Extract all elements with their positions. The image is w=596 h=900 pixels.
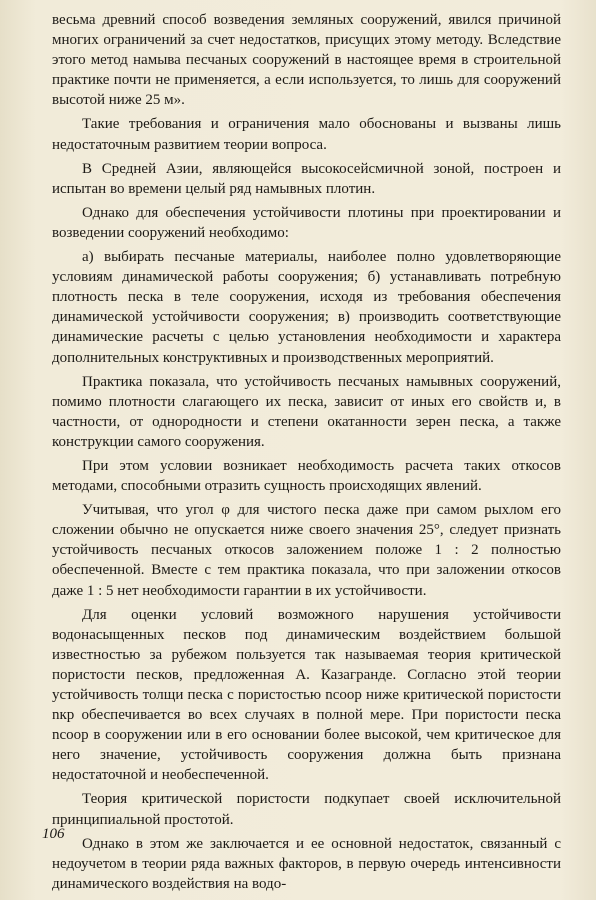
paragraph-11: Однако в этом же заключается и ее основной недостаток, связанный с недоучетом в теории ряда важных факторов, в первую очередь интенсивности динамического воздействия на водо- [52,835,561,892]
paragraph-1: весьма древний способ возведения земляных сооружений, явился причиной многих ограничений за счет недостатков, присущих этому методу. Вследствие этого метод намыва песчаных сооружений в настоящее время в строительной практике почти не применяется, а если используется, то лишь для сооружений высотой ниже 25 м». [52,12,561,109]
page-text [52,10,561,898]
paragraph-4: Однако для обеспечения устойчивости плотины при проектировании и возведении сооружений необходимо: [52,204,561,241]
paragraph-5: а) выбирать песчаные материалы, наиболее полно удовлетворяющие условиям динамической работы сооружения; б) устанавливать потребную плотность песка в теле сооружения, исходя из требования обеспечения динамической устойчивости сооружения; в) производить соответствующие динамические расчеты с целью установления необходимости и характера дополнительных конструктивных и производственных мероприятий. [52,249,561,366]
page-number: 106 [42,826,65,842]
paragraph-6: Практика показала, что устойчивость песчаных намывных сооружений, помимо плотности слагающего их песка, зависит от иных его свойств и, в частности, от однородности и степени окатанности зерен песка, а также конструкции самого сооружения. [52,373,561,450]
paragraph-10: Теория критической пористости подкупает своей исключительной принципиальной простотой. [52,791,561,828]
paragraph-2: Такие требования и ограничения мало обоснованы и вызваны лишь недостаточным развитием теории вопроса. [52,116,561,153]
paragraph-7: При этом условии возникает необходимость расчета таких откосов методами, способными отразить сущность происходящих явлений. [52,457,561,495]
paragraph-9: Для оценки условий возможного нарушения устойчивости водонасыщенных песков под динамическим воздействием большой известностью за рубежом пользуется так называемая теория критической пористости песков, предложенная А. Казагранде. Согласно этой теории устойчивость толщи песка с пористостью nсоор ниже критической пористости nкр обеспечивается во всех случаях в полной мере. При пористости песка nсоор в сооружении или в его основании более высокой, чем критическое для него значение, устойчивость сооружения должна быть признана недостаточной и необеспеченной. [52,606,561,784]
paragraph-8: Учитывая, что угол φ для чистого песка даже при самом рыхлом его сложении обычно не опускается ниже своего значения 25°, следует признать устойчивость песчаных откосов заложением положе 1 : 2 полностью обеспеченной. Вместе с тем практика показала, что при заложении откосов даже 1 : 5 нет необходимости гарантии в их устойчивости. [52,502,561,599]
paragraph-3: В Средней Азии, являющейся высокосейсмичной зоной, построен и испытан во времени целый ряд намывных плотин. [52,160,561,197]
